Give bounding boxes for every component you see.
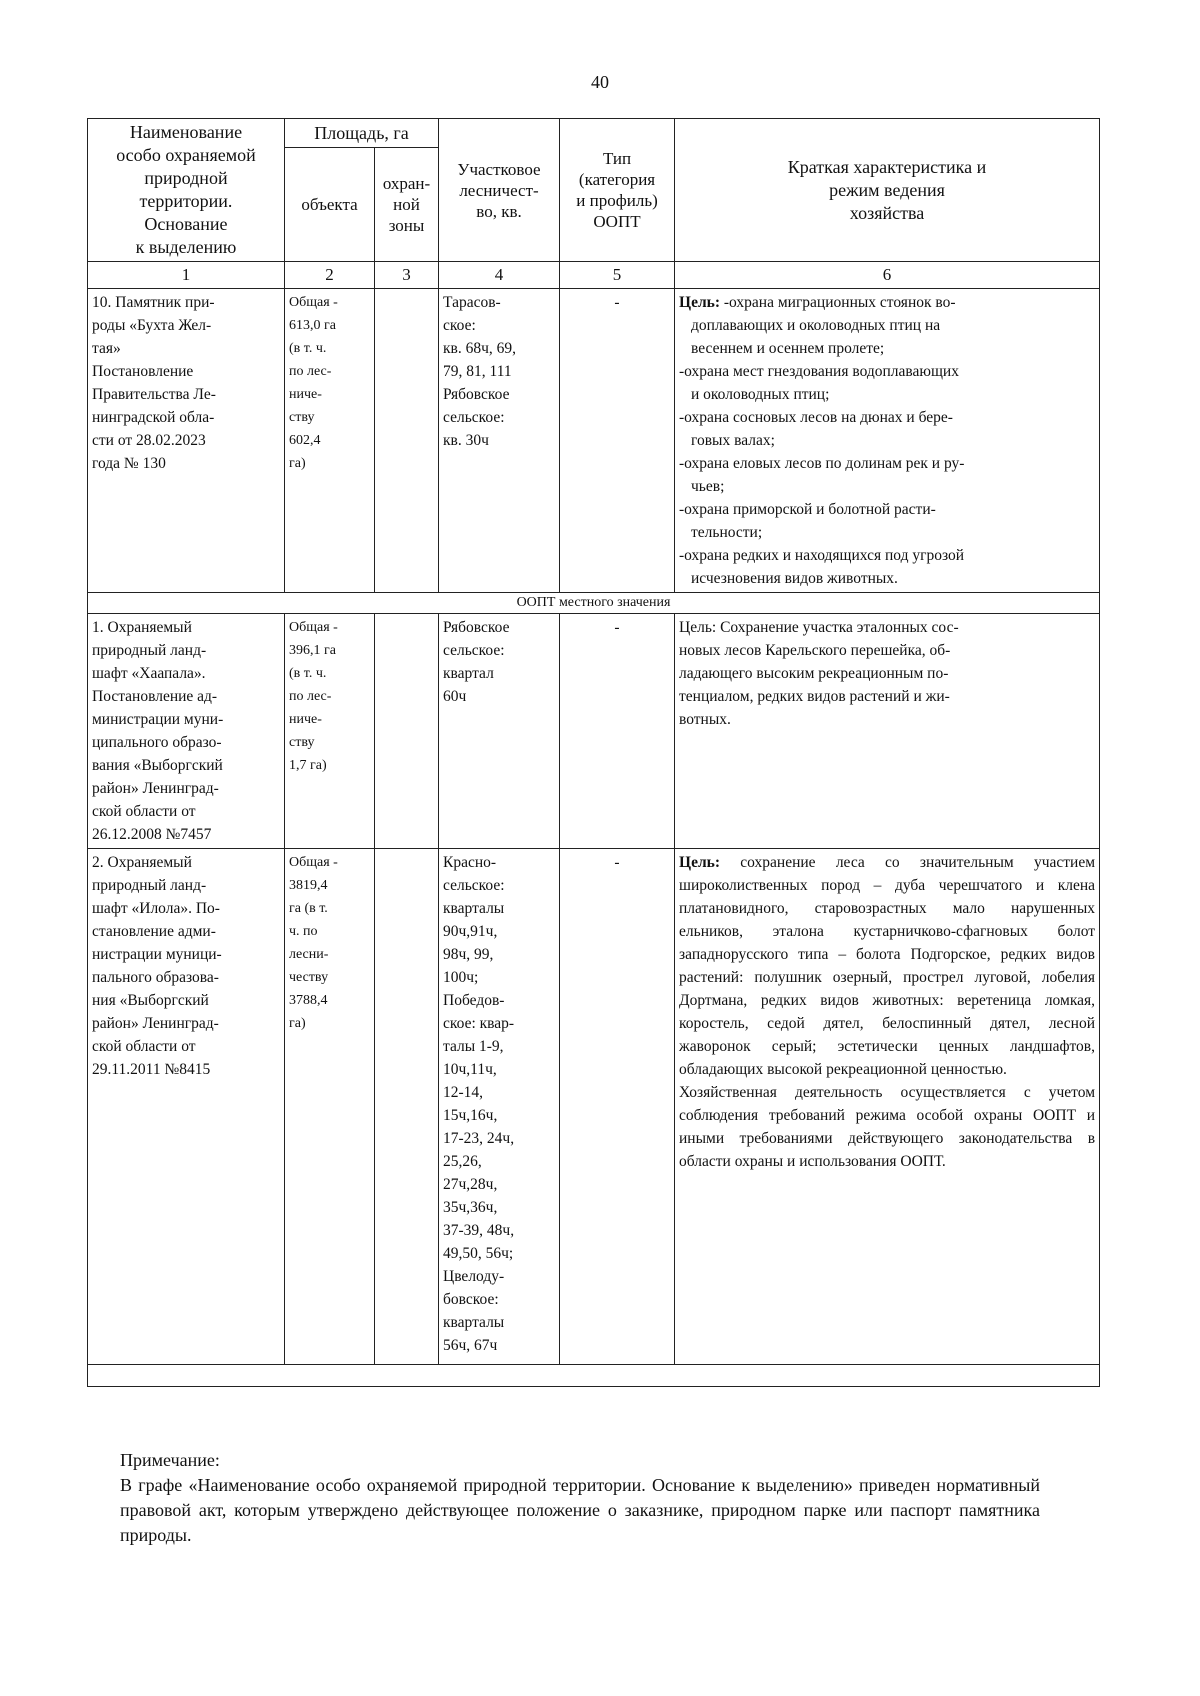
forestry-cell <box>439 614 560 849</box>
cell-line: года № 130 <box>92 455 166 472</box>
col-number-2: 2 <box>285 262 375 289</box>
cell-line: 10. Памятник при- <box>92 294 215 311</box>
cell-line: Цель: Сохранение участка эталонных сос- <box>679 619 959 636</box>
cell-line: шафт «Илола». По- <box>92 900 220 917</box>
cell-line: (в т. ч. <box>289 666 327 681</box>
cell-line: га (в т. <box>289 901 328 916</box>
description-goal-list <box>679 291 1095 590</box>
cell-line: 49,50, 56ч; <box>443 1245 514 1262</box>
cell-line: вания «Выборгский <box>92 757 223 774</box>
cell-line: кварталы <box>443 1314 505 1331</box>
header-forestry <box>439 119 560 262</box>
goal-item-line: -охрана сосновых лесов на дюнах и бере- <box>679 409 953 426</box>
cell-line: ч. по <box>289 924 318 939</box>
cell-line: 100ч; <box>443 969 479 986</box>
cell-line: министрации муни- <box>92 711 224 728</box>
cell-line: ское: <box>443 317 476 334</box>
col-number-3: 3 <box>375 262 439 289</box>
cell-line: особо охраняемой <box>116 145 256 165</box>
goal-item-line: -охрана мест гнездования водоплавающих <box>679 363 959 380</box>
cell-line: и профиль) <box>576 191 658 210</box>
cell-line: Тарасов- <box>443 294 501 311</box>
protected-areas-table <box>87 118 1100 1387</box>
cell-line: 1. Охраняемый <box>92 619 192 636</box>
cell-line: 90ч,91ч, <box>443 923 498 940</box>
cell-line: ООПТ <box>593 212 641 231</box>
col-number-5: 5 <box>560 262 675 289</box>
cell-line: ской области от <box>92 803 196 820</box>
cell-line: Рябовское <box>443 619 510 636</box>
cell-line: становление адми- <box>92 923 216 940</box>
cell-line: 15ч,16ч, <box>443 1107 498 1124</box>
cell-line: шафт «Хаапала». <box>92 665 206 682</box>
cell-line: 60ч <box>443 688 467 705</box>
cell-line: хозяйства <box>849 202 925 223</box>
cell-line: ству <box>289 735 315 750</box>
cell-line: роды «Бухта Жел- <box>92 317 212 334</box>
goal-item-line: -охрана приморской и болотной расти- <box>679 501 936 518</box>
cell-line: га) <box>289 1016 306 1031</box>
area-name-cell <box>88 289 285 593</box>
cell-line: Краткая характеристика и <box>787 156 987 177</box>
buffer-size-cell <box>375 289 439 593</box>
cell-line: ципального образо- <box>92 734 222 751</box>
cell-line: га) <box>289 456 306 471</box>
type-cell: - <box>560 289 675 593</box>
goal-item-line: исчезновения видов животных. <box>691 570 898 587</box>
cell-line: тая» <box>92 340 121 357</box>
header-area-buffer <box>375 148 439 262</box>
cell-line: Общая - <box>289 855 338 870</box>
cell-line: кварталы <box>443 900 505 917</box>
goal-item-line: -охрана редких и находящихся под угрозой <box>679 547 965 564</box>
area-name-cell <box>88 849 285 1365</box>
cell-line: 25,26, <box>443 1153 482 1170</box>
header-type <box>560 119 675 262</box>
cell-line: район» Ленинград- <box>92 780 219 797</box>
table-row <box>88 849 1100 1365</box>
cell-line: ладающего высоким рекреационным по- <box>679 665 949 682</box>
cell-line: природный ланд- <box>92 877 207 894</box>
cell-line: Красно- <box>443 854 497 871</box>
goal-item-line: весеннем и осеннем пролете; <box>691 340 885 357</box>
cell-line: ское: квар- <box>443 1015 515 1032</box>
type-cell: - <box>560 849 675 1365</box>
section-header-row <box>88 593 1100 614</box>
cell-line: Основание <box>144 214 228 234</box>
empty-cell <box>88 1365 1100 1387</box>
cell-line: район» Ленинград- <box>92 1015 219 1032</box>
cell-line: талы 1-9, <box>443 1038 504 1055</box>
cell-line: ния «Выборгский <box>92 992 209 1009</box>
cell-line: Наименование <box>129 122 243 142</box>
description-cell <box>675 614 1100 849</box>
cell-line: природной <box>144 168 228 188</box>
col-number-1: 1 <box>88 262 285 289</box>
header-description <box>675 119 1100 262</box>
area-name-cell <box>88 614 285 849</box>
cell-line: честву <box>289 970 329 985</box>
cell-line: к выделению <box>135 237 237 257</box>
cell-line: 56ч, 67ч <box>443 1337 498 1354</box>
cell-line: вотных. <box>679 711 731 728</box>
description-paragraph-2: Хозяйственная деятельность осуществляется с учетом соблюдения требований режима особой охраны ООПТ и иными требованиями действующего законодательства в области охраны и использования ООПТ. <box>679 1084 1096 1170</box>
buffer-size-cell <box>375 614 439 849</box>
cell-line: бовское: <box>443 1291 499 1308</box>
cell-line: 3788,4 <box>289 993 328 1008</box>
cell-line: Цвелоду- <box>443 1268 505 1285</box>
cell-line: Общая - <box>289 620 338 635</box>
goal-item-line: -охрана еловых лесов по долинам рек и ру- <box>679 455 965 472</box>
cell-line: сельское: <box>443 642 505 659</box>
cell-line: территории. <box>139 191 233 211</box>
cell-line: сельское: <box>443 877 505 894</box>
cell-line: ной <box>393 195 420 214</box>
cell-line: сельское: <box>443 409 505 426</box>
cell-line: 613,0 га <box>289 318 336 333</box>
forestry-cell <box>439 849 560 1365</box>
section-local-title: ООПТ местного значения <box>88 593 1100 614</box>
cell-line: 12-14, <box>443 1084 484 1101</box>
empty-row <box>88 1365 1100 1387</box>
cell-line: лесничест- <box>459 180 539 200</box>
header-area-group: Площадь, га <box>285 119 439 148</box>
cell-line: 37-39, 48ч, <box>443 1222 515 1239</box>
forestry-cell <box>439 289 560 593</box>
cell-line: 396,1 га <box>289 643 336 658</box>
goal-item-line: говых валах; <box>691 432 775 449</box>
cell-line: Общая - <box>289 295 338 310</box>
note-title: Примечание: <box>120 1450 220 1470</box>
goal-items <box>679 294 1095 590</box>
cell-line: Победов- <box>443 992 505 1009</box>
note-text: В графе «Наименование особо охраняемой природной территории. Основание к выделению» приведен нормативный правовой акт, которым утверждено действующее положение о заказнике, природном парке или паспорт памятника природы. <box>120 1475 1040 1545</box>
cell-line: 3819,4 <box>289 878 328 893</box>
cell-line: 29.11.2011 №8415 <box>92 1061 211 1078</box>
cell-line: по лес- <box>289 364 332 379</box>
cell-line: 17-23, 24ч, <box>443 1130 515 1147</box>
cell-line: природный ланд- <box>92 642 207 659</box>
cell-line: 602,4 <box>289 433 321 448</box>
area-size-cell <box>285 849 375 1365</box>
cell-line: объекта <box>301 195 358 214</box>
page-number: 40 <box>591 72 609 92</box>
column-number-row <box>88 262 1100 289</box>
cell-line: лесни- <box>289 947 329 962</box>
cell-line: Правительства Ле- <box>92 386 216 403</box>
cell-line: ниче- <box>289 387 322 402</box>
cell-line: 26.12.2008 №7457 <box>92 826 212 843</box>
cell-line: ству <box>289 410 315 425</box>
cell-line: тенциалом, редких видов растений и жи- <box>679 688 950 705</box>
header-name <box>88 119 285 262</box>
area-size-cell <box>285 614 375 849</box>
cell-line: 27ч,28ч, <box>443 1176 498 1193</box>
goal-item-line: доплавающих и околоводных птиц на <box>691 317 941 334</box>
cell-line: 35ч,36ч, <box>443 1199 498 1216</box>
cell-line: Постановление ад- <box>92 688 218 705</box>
cell-line: 10ч,11ч, <box>443 1061 497 1078</box>
cell-line: ниче- <box>289 712 322 727</box>
description-paragraph-1 <box>679 851 1095 1081</box>
table-row <box>88 289 1100 593</box>
header-area-object <box>285 148 375 262</box>
cell-line: 79, 81, 111 <box>443 363 512 380</box>
col-number-4: 4 <box>439 262 560 289</box>
cell-line: Участковое <box>457 159 541 179</box>
cell-line: режим ведения <box>829 179 945 200</box>
cell-line: Рябовское <box>443 386 510 403</box>
goal-label: Цель: <box>679 294 721 311</box>
cell-line: нинградской обла- <box>92 409 215 426</box>
goal-text: сохранение леса со значительным участием широколиственных пород – дуба черешчатого и клена платановидного, старовозрастных мало нарушенных ельников, эталона кустарничково-сфагновых болот западнорусского типа – болота Подгорское, редких видов растений: полушник озерный, прострел луговой, лобелия Дортмана, редких видов животных: веретеница ломкая, коростель, седой дятел, белоспинный дятел, лесной жаворонок серый; эстетически ценных ландшафтов, обладающих высокой рекреационной ценностью. <box>679 854 1096 1078</box>
cell-line: пального образова- <box>92 969 219 986</box>
goal-item-line: чьев; <box>691 478 725 495</box>
cell-line: 1,7 га) <box>289 758 327 773</box>
cell-line: зоны <box>388 216 425 235</box>
col-number-6: 6 <box>675 262 1100 289</box>
cell-line: кв. 68ч, 69, <box>443 340 517 357</box>
table-row <box>88 614 1100 849</box>
cell-line: охран- <box>382 174 431 193</box>
cell-line: 2. Охраняемый <box>92 854 192 871</box>
cell-line: 98ч, 99, <box>443 946 494 963</box>
cell-line: (в т. ч. <box>289 341 327 356</box>
cell-line: кв. 30ч <box>443 432 489 449</box>
cell-line: (категория <box>578 170 656 189</box>
cell-line: новых лесов Карельского перешейка, об- <box>679 642 951 659</box>
goal-item-line: и околоводных птиц; <box>691 386 830 403</box>
footnote <box>120 1448 1040 1548</box>
cell-line: нистрации муници- <box>92 946 222 963</box>
goal-item-line: -охрана миграционных стоянок во- <box>723 294 956 311</box>
header-row-1 <box>88 119 1100 148</box>
buffer-size-cell <box>375 849 439 1365</box>
description-cell <box>675 849 1100 1365</box>
goal-label: Цель: <box>679 854 721 871</box>
goal-item-line: тельности; <box>691 524 763 541</box>
cell-line: Тип <box>602 149 632 168</box>
cell-line: ской области от <box>92 1038 196 1055</box>
cell-line: по лес- <box>289 689 332 704</box>
cell-line: квартал <box>443 665 494 682</box>
cell-line: сти от 28.02.2023 <box>92 432 206 449</box>
description-cell <box>675 289 1100 593</box>
cell-line: Постановление <box>92 363 194 380</box>
cell-line: во, кв. <box>476 201 522 221</box>
type-cell: - <box>560 614 675 849</box>
area-size-cell <box>285 289 375 593</box>
